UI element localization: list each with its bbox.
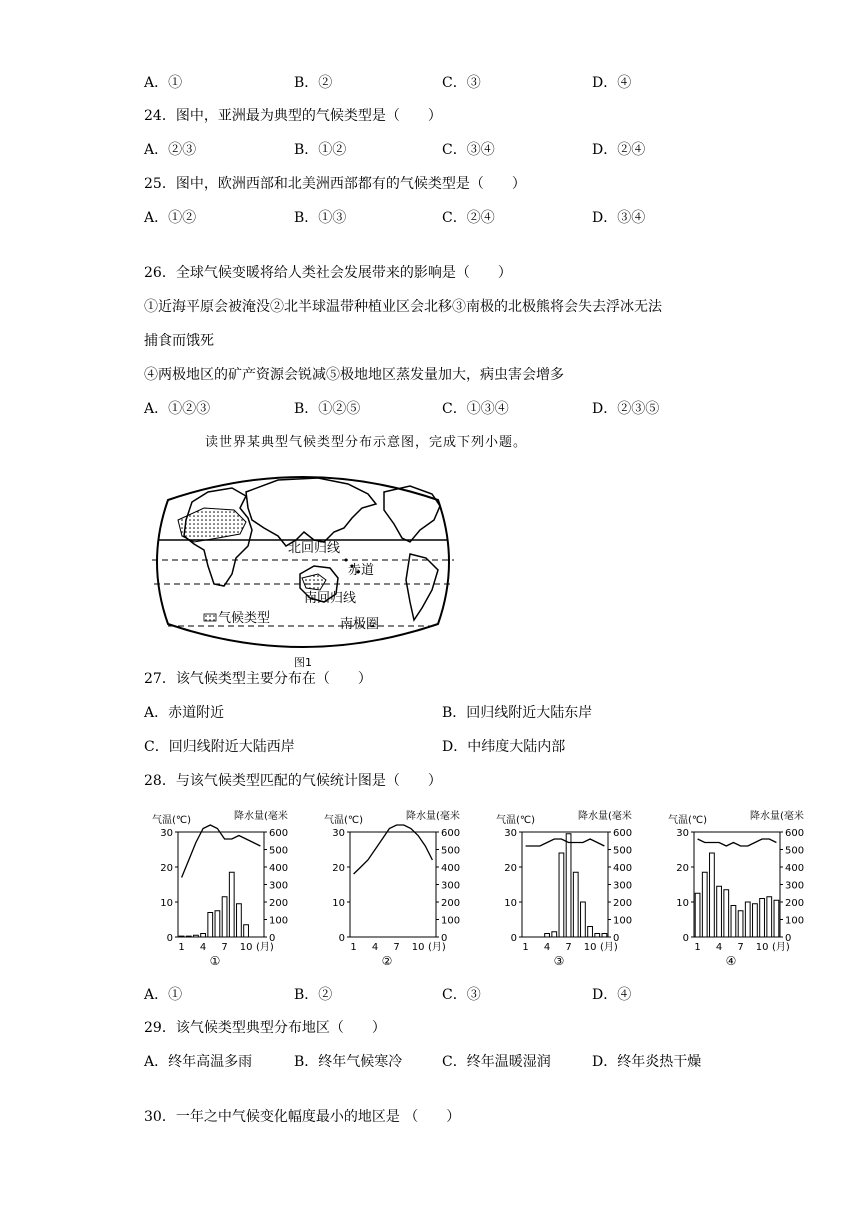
q23-option-a: A．① (144, 75, 183, 91)
chart-3-precip-axis-label: 降水量(毫米 (578, 811, 632, 822)
chart-4-precip-bar (695, 893, 700, 937)
q28-option-d: D．④ (592, 987, 632, 1003)
chart-2-precip-tick-label: 300 (441, 880, 461, 892)
chart-2-precip-axis-label: 降水量(毫米 (406, 811, 460, 822)
chart-1-precip-bar (186, 936, 191, 937)
q28-option-a: A．① (144, 987, 183, 1003)
chart-4-precip-tick-label: 600 (785, 828, 805, 839)
chart-1-temp-line (182, 825, 261, 878)
equator-label: 赤道 (348, 563, 375, 578)
q24-option-d: D．②④ (592, 142, 646, 158)
chart-1-precip-tick-label: 200 (269, 898, 289, 909)
chart-3-month-label: 7 (565, 942, 572, 953)
chart-1-month-label: 7 (221, 942, 228, 953)
q26-stem: 26．全球气候变暖将给人类社会发展带来的影响是（ ） (144, 265, 512, 281)
chart-1-temp-tick-label: 20 (160, 863, 173, 874)
chart-2-temp-tick-label: 30 (332, 828, 345, 839)
chart-1-precip-bar (237, 904, 242, 937)
chart-1-precip-tick-label: 400 (269, 863, 289, 874)
chart-2-precip-tick-label: 600 (441, 828, 461, 839)
chart-4-precip-tick-label: 100 (785, 915, 805, 927)
q29-option-b: B．终年气候寒冷 (294, 1054, 403, 1070)
chart-3-precip-bar (581, 902, 586, 937)
chart-4-temp-line (698, 839, 777, 846)
chart-2-temp-axis-label: 气温(℃) (324, 815, 364, 826)
legend-swatch (204, 614, 216, 621)
q24-option-b: B．①② (294, 142, 347, 158)
q24-stem: 24．图中，亚洲最为典型的气候类型是（ ） (144, 108, 442, 124)
chart-4-precip-bar (767, 897, 772, 937)
q28-stem: 28．与该气候类型匹配的气候统计图是（ ） (144, 773, 442, 789)
landmass-asia (246, 478, 376, 546)
chart-3-month-unit: (月) (600, 942, 618, 953)
chart-2-temp-tick-label: 20 (332, 863, 345, 874)
chart-1-precip-tick-label: 100 (269, 915, 289, 927)
world-climate-map (148, 462, 458, 669)
chart-1-precip-bar (201, 934, 206, 938)
legend-label: 气候类型 (218, 611, 271, 626)
chart-1-precip-axis-label: 降水量(毫米 (234, 811, 288, 822)
chart-3-precip-bar (595, 934, 600, 938)
chart-1-precip-bar (208, 913, 213, 938)
antarctic-circle-label: 南极圈 (340, 617, 380, 632)
q24-option-a: A．②③ (144, 142, 197, 158)
chart-4-temp-axis-label: 气温(℃) (668, 815, 708, 826)
chart-2-temp-tick-label: 0 (338, 933, 345, 944)
q28-option-c: C．③ (442, 987, 481, 1003)
q30-stem: 30．一年之中气候变化幅度最小的地区是 （ ） (144, 1109, 461, 1125)
q23-option-c: C．③ (442, 75, 481, 91)
chart-1-temp-tick-label: 0 (166, 933, 173, 944)
chart-1-precip-tick-label: 600 (269, 828, 289, 839)
chart-4-precip-tick-label: 400 (785, 863, 805, 874)
chart-3-precip-tick-label: 100 (613, 915, 633, 927)
chart-2-precip-tick-label: 500 (441, 845, 461, 857)
tropic-of-capricorn-label: 南回归线 (304, 591, 357, 606)
chart-3-temp-tick-label: 20 (504, 863, 517, 874)
q26-statement-line-3: ④两极地区的矿产资源会锐减⑤极地地区蒸发量加大，病虫害会增多 (144, 367, 564, 383)
chart-4-month-label: 4 (715, 942, 723, 953)
q26-statement-line-2: 捕食而饿死 (144, 333, 214, 349)
chart-3-precip-tick-label: 600 (613, 828, 633, 839)
chart-1-temp-tick-label: 10 (160, 898, 173, 909)
chart-4-precip-axis-label: 降水量(毫米 (750, 811, 804, 822)
chart-4-month-unit: (月) (772, 942, 790, 953)
chart-4-precip-bar (731, 906, 736, 938)
chart-3-month-label: 4 (543, 942, 551, 953)
climate-charts (150, 805, 820, 975)
chart-3-number: ③ (553, 954, 565, 968)
chart-1-month-label: 10 (239, 942, 253, 953)
chart-3-precip-bar (588, 927, 593, 938)
chart-4-precip-bar (738, 911, 743, 937)
chart-1-precip-bar (194, 935, 199, 937)
chart-4-precip-bar (724, 890, 729, 937)
chart-2-precip-tick-label: 200 (441, 898, 461, 909)
chart-3-temp-line (526, 839, 605, 846)
q29-option-a: A．终年高温多雨 (144, 1054, 253, 1070)
chart-2-precip-tick-label: 100 (441, 915, 461, 927)
q28-option-b: B．② (294, 987, 333, 1003)
chart-4-precip-bar (717, 886, 722, 937)
chart-4-temp-tick-label: 30 (676, 828, 689, 839)
chart-1-precip-bar (244, 925, 249, 937)
chart-4-precip-bar (710, 853, 715, 937)
chart-4-precip-bar (745, 902, 750, 937)
q25-stem: 25．图中，欧洲西部和北美洲西部都有的气候类型是（ ） (144, 176, 526, 192)
chart-2-month-label: 7 (393, 942, 400, 953)
chart-3-precip-tick-label: 400 (613, 863, 633, 874)
q23-option-b: B．② (294, 75, 333, 91)
landmass-north-america (384, 486, 440, 542)
map-figure-label: 图1 (294, 656, 312, 669)
chart-3-precip-tick-label: 0 (613, 933, 620, 944)
chart-3-month-label: 1 (522, 942, 529, 953)
q27-option-b: B．回归线附近大陆东岸 (442, 705, 593, 721)
chart-1-month-label: 4 (199, 942, 207, 953)
q29-stem: 29．该气候类型典型分布地区（ ） (144, 1020, 386, 1036)
q25-option-c: C．②④ (442, 210, 495, 226)
chart-4-month-label: 1 (694, 942, 701, 953)
chart-2-number: ② (381, 954, 393, 968)
chart-3-precip-bar (566, 834, 571, 937)
chart-1-temp-tick-label: 30 (160, 828, 173, 839)
q23-option-d: D．④ (592, 75, 632, 91)
map-outline (157, 477, 449, 647)
chart-4-precip-bar (760, 899, 765, 938)
chart-4-month-label: 10 (755, 942, 769, 953)
chart-2-precip-tick-label: 400 (441, 863, 461, 874)
chart-4-number: ④ (725, 954, 737, 968)
chart-4-precip-tick-label: 0 (785, 933, 792, 944)
chart-3-precip-bar (552, 932, 557, 937)
chart-3-temp-tick-label: 0 (510, 933, 517, 944)
chart-3-precip-tick-label: 300 (613, 880, 633, 892)
chart-3-temp-axis-label: 气温(℃) (496, 815, 536, 826)
chart-2-month-label: 4 (371, 942, 379, 953)
chart-3-month-label: 10 (583, 942, 597, 953)
climate-region-australia (302, 574, 326, 590)
chart-4-temp-tick-label: 20 (676, 863, 689, 874)
chart-1-precip-bar (215, 911, 220, 937)
chart-3-precip-bar (573, 872, 578, 937)
chart-4-precip-tick-label: 500 (785, 845, 805, 857)
q25-option-d: D．③④ (592, 210, 646, 226)
q25-option-a: A．①② (144, 210, 197, 226)
chart-3-precip-tick-label: 500 (613, 845, 633, 857)
q29-option-c: C．终年温暖湿润 (442, 1054, 551, 1070)
q24-option-c: C．③④ (442, 142, 495, 158)
chart-3-precip-bar (602, 934, 607, 938)
q27-option-a: A．赤道附近 (144, 705, 225, 721)
q25-option-b: B．①③ (294, 210, 347, 226)
chart-1-precip-tick-label: 300 (269, 880, 289, 892)
q29-option-d: D．终年炎热干燥 (592, 1054, 702, 1070)
chart-3-precip-bar (545, 934, 550, 938)
q27-option-c: C．回归线附近大陆西岸 (144, 739, 295, 755)
q27-option-d: D．中纬度大陆内部 (442, 739, 566, 755)
chart-1-precip-bar (222, 897, 227, 937)
chart-4-month-label: 7 (737, 942, 744, 953)
chart-3-precip-bar (559, 853, 564, 937)
chart-1-precip-tick-label: 0 (269, 933, 276, 944)
chart-1-precip-bar (229, 872, 234, 937)
chart-1-number: ① (209, 954, 221, 968)
chart-1-month-unit: (月) (256, 942, 274, 953)
chart-2-temp-tick-label: 10 (332, 898, 345, 909)
q27-stem: 27．该气候类型主要分布在（ ） (144, 671, 372, 687)
chart-3-temp-tick-label: 10 (504, 898, 517, 909)
chart-4-precip-bar (774, 900, 779, 937)
chart-2-month-label: 1 (350, 942, 357, 953)
chart-4-temp-tick-label: 0 (682, 933, 689, 944)
chart-2-precip-tick-label: 0 (441, 933, 448, 944)
q26-option-d: D．②③⑤ (592, 401, 660, 417)
chart-1-precip-bar (179, 936, 184, 937)
chart-3-precip-tick-label: 200 (613, 898, 633, 909)
q26-option-a: A．①②③ (144, 401, 211, 417)
tropic-of-cancer-label: 北回归线 (288, 541, 341, 556)
chart-4-precip-bar (753, 904, 758, 937)
chart-1-temp-axis-label: 气温(℃) (152, 815, 192, 826)
chart-1-month-label: 1 (178, 942, 185, 953)
map-intro-text: 读世界某典型气候类型分布示意图，完成下列小题。 (205, 435, 528, 450)
q26-option-c: C．①③④ (442, 401, 509, 417)
landmass-south-america (406, 554, 438, 620)
chart-4-precip-tick-label: 200 (785, 898, 805, 909)
chart-4-precip-tick-label: 300 (785, 880, 805, 892)
q26-option-b: B．①②⑤ (294, 401, 361, 417)
chart-2-month-unit: (月) (428, 942, 446, 953)
chart-4-temp-tick-label: 10 (676, 898, 689, 909)
chart-2-month-label: 10 (411, 942, 425, 953)
chart-1-precip-tick-label: 500 (269, 845, 289, 857)
chart-4-precip-bar (702, 872, 707, 937)
chart-3-temp-tick-label: 30 (504, 828, 517, 839)
q26-statement-line-1: ①近海平原会被淹没②北半球温带种植业区会北移③南极的北极熊将会失去浮冰无法 (144, 299, 662, 315)
